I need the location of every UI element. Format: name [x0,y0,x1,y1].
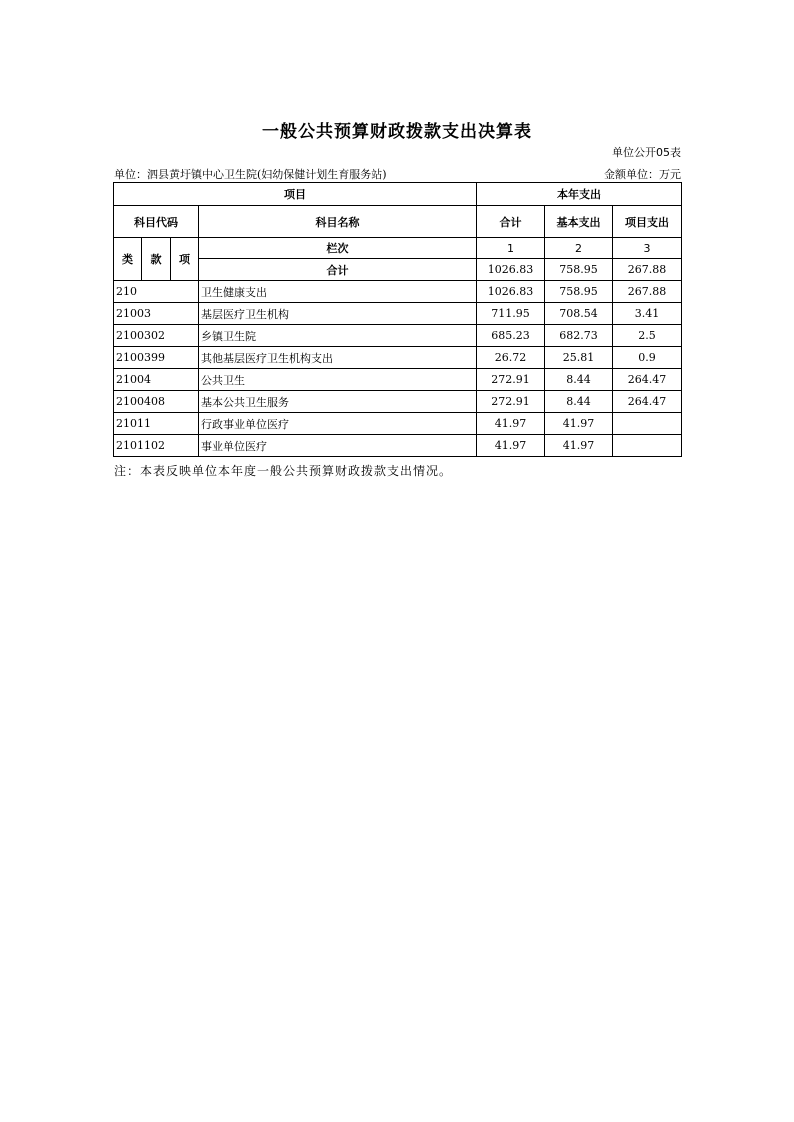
row-name: 其他基层医疗卫生机构支出 [199,347,477,369]
row-project [613,435,682,457]
row-code: 2100408 [114,391,199,413]
row-code: 21003 [114,303,199,325]
total-row-total: 1026.83 [477,259,545,281]
amount-unit: 金额单位：万元 [604,168,681,181]
row-project [613,413,682,435]
header-row-1 [114,183,682,206]
row-total: 41.97 [477,435,545,457]
header-project: 项目支出 [613,206,682,238]
row-basic: 41.97 [545,435,613,457]
row-code: 2101102 [114,435,199,457]
row-code: 210 [114,281,199,303]
header-kuan: 款 [142,238,171,281]
total-row-label: 合计 [199,259,477,281]
header-row-2 [114,206,682,238]
row-basic: 8.44 [545,391,613,413]
page-title: 一般公共预算财政拨款支出决算表 [262,122,532,142]
row-name: 公共卫生 [199,369,477,391]
row-name: 乡镇卫生院 [199,325,477,347]
row-basic: 682.73 [545,325,613,347]
row-total: 26.72 [477,347,545,369]
table-row [114,325,682,347]
header-xiang: 项 [171,238,199,281]
row-project: 0.9 [613,347,682,369]
row-code: 2100302 [114,325,199,347]
header-row-3 [114,238,682,259]
table-row [114,303,682,325]
row-name: 卫生健康支出 [199,281,477,303]
row-total: 272.91 [477,369,545,391]
row-project: 264.47 [613,369,682,391]
row-project: 264.47 [613,391,682,413]
row-total: 41.97 [477,413,545,435]
table-row [114,391,682,413]
row-basic: 758.95 [545,281,613,303]
total-row-basic: 758.95 [545,259,613,281]
table-row [114,435,682,457]
row-basic: 708.54 [545,303,613,325]
table-body [114,183,682,457]
reporting-unit: 单位：泗县黄圩镇中心卫生院(妇幼保健计划生育服务站) [114,168,387,181]
total-row [114,259,682,281]
header-lei: 类 [114,238,142,281]
row-code: 21004 [114,369,199,391]
table-row [114,347,682,369]
header-col1: 1 [477,238,545,259]
row-name: 基层医疗卫生机构 [199,303,477,325]
row-basic: 8.44 [545,369,613,391]
row-name: 基本公共卫生服务 [199,391,477,413]
row-basic: 25.81 [545,347,613,369]
table-row [114,281,682,303]
row-code: 21011 [114,413,199,435]
row-total: 711.95 [477,303,545,325]
row-project: 267.88 [613,281,682,303]
header-subject-code: 科目代码 [114,206,199,238]
row-basic: 41.97 [545,413,613,435]
header-col3: 3 [613,238,682,259]
header-col2: 2 [545,238,613,259]
header-total: 合计 [477,206,545,238]
header-subject-name: 科目名称 [199,206,477,238]
row-name: 事业单位医疗 [199,435,477,457]
row-code: 2100399 [114,347,199,369]
row-project: 2.5 [613,325,682,347]
total-row-project: 267.88 [613,259,682,281]
table-row [114,369,682,391]
header-current-year: 本年支出 [477,183,682,206]
row-total: 272.91 [477,391,545,413]
header-column-label: 栏次 [199,238,477,259]
row-total: 1026.83 [477,281,545,303]
table-row [114,413,682,435]
row-name: 行政事业单位医疗 [199,413,477,435]
header-basic: 基本支出 [545,206,613,238]
row-total: 685.23 [477,325,545,347]
row-project: 3.41 [613,303,682,325]
form-number: 单位公开05表 [612,146,681,159]
table-note: 注：本表反映单位本年度一般公共预算财政拨款支出情况。 [114,464,453,478]
header-item: 项目 [114,183,477,206]
expenditure-table [113,182,682,457]
